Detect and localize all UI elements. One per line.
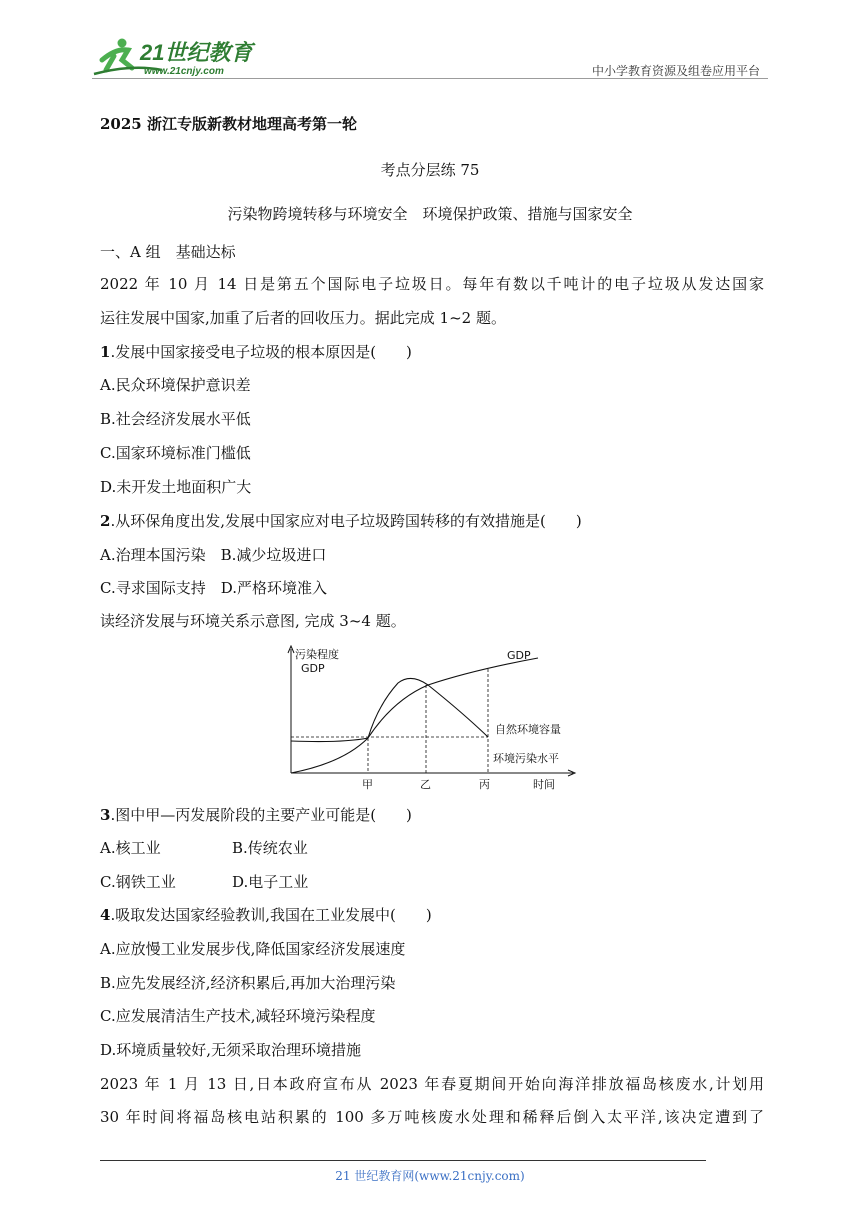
header-platform-text: 中小学教育资源及组卷应用平台 bbox=[591, 64, 760, 78]
q4-stem: 4.吸取发达国家经验教训,我国在工业发展中( ) bbox=[100, 906, 432, 924]
q3-option-b: B.传统农业 bbox=[232, 839, 308, 857]
q2-stem: 2.从环保角度出发,发展中国家应对电子垃圾跨国转移的有效措施是( ) bbox=[100, 512, 582, 530]
tick-bing: 丙 bbox=[479, 778, 490, 791]
q1-option-a: A.民众环境保护意识差 bbox=[100, 376, 251, 394]
section-heading: 一、A 组 基础达标 bbox=[100, 243, 236, 261]
q3-stem: 3.图中甲—丙发展阶段的主要产业可能是( ) bbox=[100, 806, 412, 824]
pollution-curve bbox=[291, 678, 488, 741]
svg-text:21世纪教育: 21世纪教育 bbox=[140, 40, 253, 65]
intro3-line2: 30 年时间将福岛核电站积累的 100 多万吨核废水处理和稀释后倒入太平洋,该决定遭到了 bbox=[100, 1108, 764, 1126]
pollution-label: 环境污染水平 bbox=[493, 752, 559, 765]
q4-option-b: B.应先发展经济,经济积累后,再加大治理污染 bbox=[100, 974, 396, 992]
y-axis-label-pollution: 污染程度 bbox=[295, 648, 339, 661]
q4-option-a: A.应放慢工业发展步伐,降低国家经济发展速度 bbox=[100, 940, 406, 958]
q1-stem: 1.发展中国家接受电子垃圾的根本原因是( ) bbox=[100, 343, 412, 361]
svg-text:www.21cnjy.com: www.21cnjy.com bbox=[144, 66, 224, 77]
footer-link[interactable]: 21 世纪教育网(www.21cnjy.com) bbox=[335, 1169, 525, 1183]
gdp-curve-label: GDP bbox=[507, 649, 531, 662]
q1-option-d: D.未开发土地面积广大 bbox=[100, 478, 252, 496]
q2-options-ab: A.治理本国污染 B.减少垃圾进口 bbox=[100, 546, 327, 564]
logo-21cnjy bbox=[92, 34, 262, 78]
economy-environment-diagram bbox=[283, 645, 588, 795]
topic-title: 污染物跨境转移与环境安全 环境保护政策、措施与国家安全 bbox=[227, 205, 633, 223]
capacity-label: 自然环境容量 bbox=[495, 723, 561, 736]
tick-yi: 乙 bbox=[420, 778, 431, 791]
intro1-line1: 2022 年 10 月 14 日是第五个国际电子垃圾日。每年有数以千吨计的电子垃圾从发达国家 bbox=[100, 275, 764, 293]
footer-divider bbox=[100, 1160, 706, 1161]
q1-option-b: B.社会经济发展水平低 bbox=[100, 410, 251, 428]
q2-options-cd: C.寻求国际支持 D.严格环境准入 bbox=[100, 579, 327, 597]
x-axis-label: 时间 bbox=[533, 778, 555, 791]
y-axis-label-gdp: GDP bbox=[301, 662, 325, 675]
exercise-title: 考点分层练 75 bbox=[380, 161, 480, 179]
q3-option-a: A.核工业 bbox=[100, 839, 161, 857]
q3-option-c: C.钢铁工业 bbox=[100, 873, 176, 891]
q1-option-c: C.国家环境标准门槛低 bbox=[100, 444, 251, 462]
tick-jia: 甲 bbox=[362, 778, 373, 791]
intro3-line1: 2023 年 1 月 13 日,日本政府宣布从 2023 年春夏期间开始向海洋排放福岛核废水,计划用 bbox=[100, 1075, 764, 1093]
series-title: 2025 浙江专版新教材地理高考第一轮 bbox=[100, 115, 357, 133]
intro2: 读经济发展与环境关系示意图, 完成 3~4 题。 bbox=[100, 612, 406, 630]
intro1-line2: 运往发展中国家,加重了后者的回收压力。据此完成 1~2 题。 bbox=[100, 309, 506, 327]
page-header bbox=[92, 30, 768, 80]
q3-option-d: D.电子工业 bbox=[232, 873, 309, 891]
header-divider bbox=[92, 78, 768, 79]
q4-option-d: D.环境质量较好,无须采取治理环境措施 bbox=[100, 1041, 362, 1059]
q4-option-c: C.应发展清洁生产技术,减轻环境污染程度 bbox=[100, 1007, 376, 1025]
